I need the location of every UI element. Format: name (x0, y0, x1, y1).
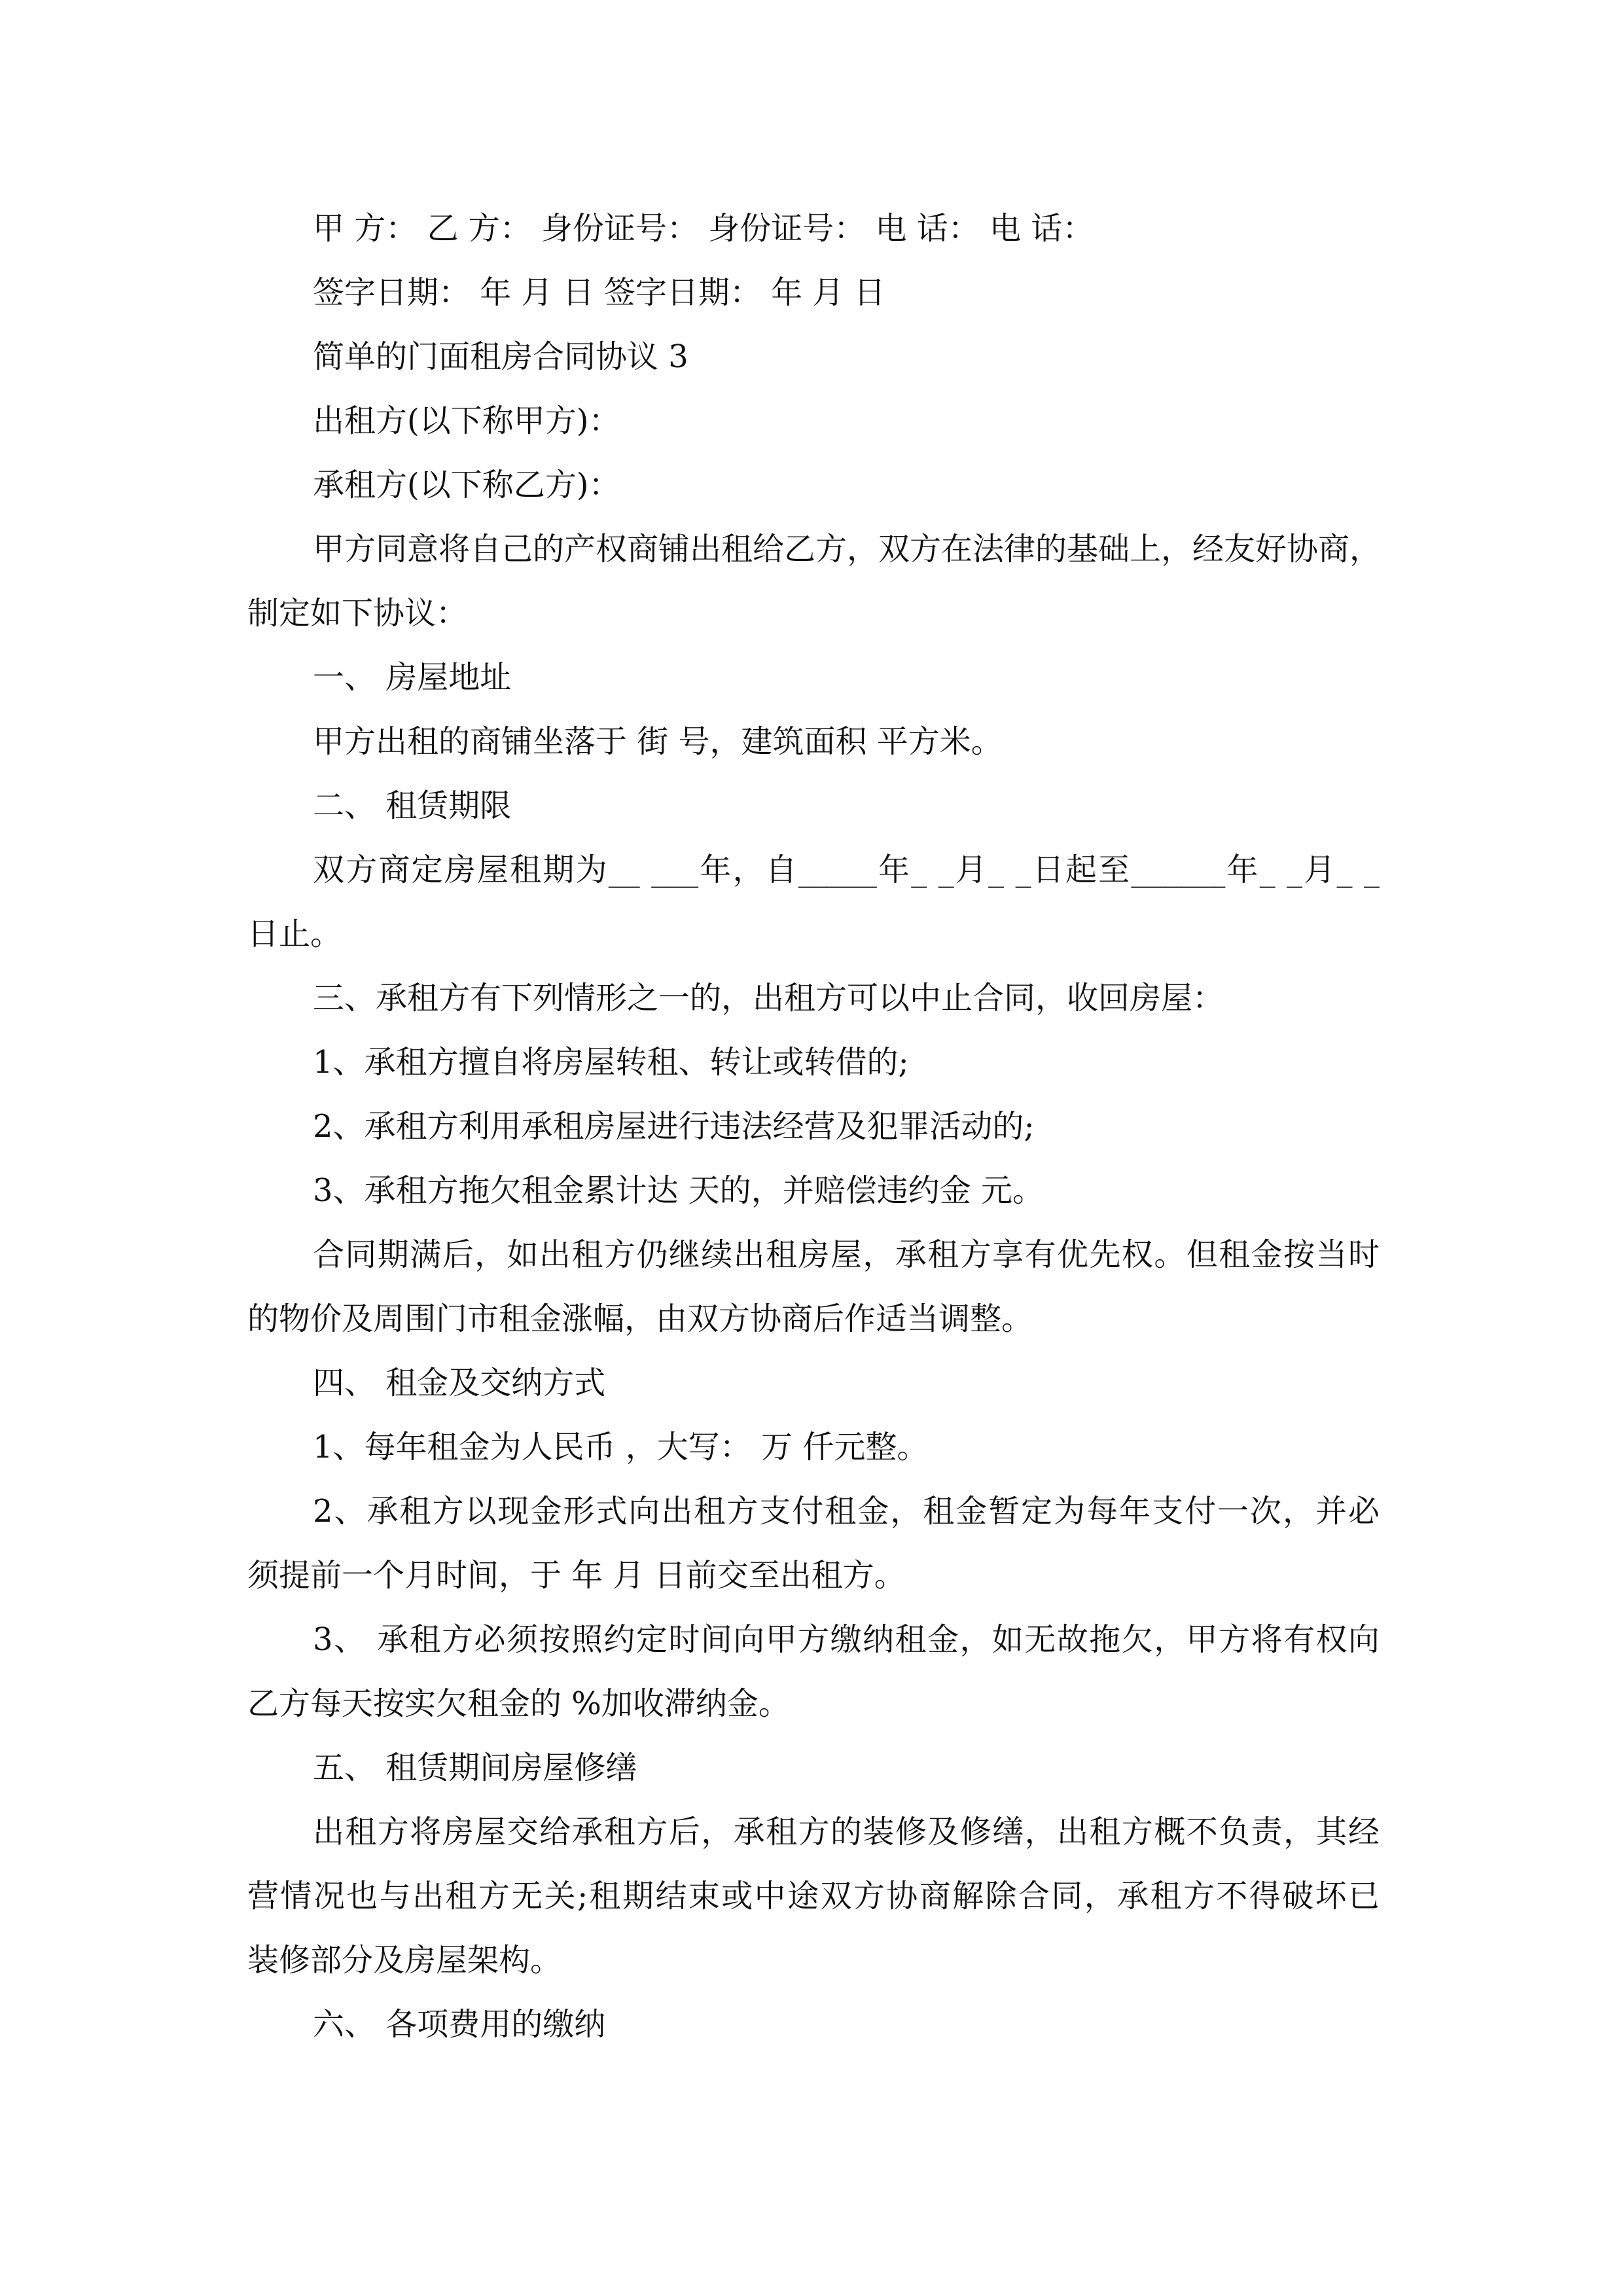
termination-item-1: 1、承租方擅自将房屋转租、转让或转借的; (313, 1044, 909, 1081)
section-heading-3: 三、承租方有下列情形之一的，出租方可以中止合同，收回房屋： (313, 980, 1224, 1016)
term-clause-line-2: 日止。 (247, 916, 342, 952)
signature-date-line: 签字日期： 年 月 日 签字日期： 年 月 日 (313, 274, 885, 311)
rent-item-3-line-2: 乙方每天按实欠租金的 %加收滞纳金。 (247, 1685, 790, 1722)
section-heading-5: 五、 租赁期间房屋修缮 (313, 1749, 637, 1786)
lessee-line: 承租方(以下称乙方)： (313, 467, 620, 503)
rent-item-2-line-1: 2、承租方以现金形式向出租方支付租金，租金暂定为每年支付一次，并必 (313, 1493, 1380, 1530)
intro-paragraph-line-2: 制定如下协议： (247, 595, 468, 632)
repair-paragraph-line-2: 营情况也与出租方无关;租期结束或中途双方协商解除合同，承租方不得破坏已 (247, 1878, 1380, 1914)
renewal-paragraph-line-1: 合同期满后，如出租方仍继续出租房屋，承租方享有优先权。但租金按当时 (313, 1236, 1380, 1273)
rent-item-2-line-2: 须提前一个月时间，于 年 月 日前交至出租方。 (247, 1557, 906, 1594)
term-clause-line-1: 双方商定房屋租期为__ ___年，自_____年_ _月_ _日起至______年_ _月_ _ (313, 852, 1380, 888)
rent-item-1: 1、每年租金为人民币 ，大写： 万 仟元整。 (313, 1429, 929, 1465)
repair-paragraph-line-1: 出租方将房屋交给承租方后，承租方的装修及修缮，出租方概不负责，其经 (313, 1814, 1380, 1850)
repair-paragraph-line-3: 装修部分及房屋架构。 (247, 1942, 562, 1979)
document-body (247, 196, 1380, 2056)
section-heading-4: 四、 租金及交纳方式 (313, 1365, 606, 1401)
termination-item-3: 3、承租方拖欠租金累计达 天的，并赔偿违约金 元。 (313, 1172, 1044, 1209)
section-heading-1: 一、 房屋地址 (313, 659, 512, 696)
contract-title: 简单的门面租房合同协议 3 (313, 338, 688, 375)
section-heading-2: 二、 租赁期限 (313, 787, 512, 824)
termination-item-2: 2、承租方利用承租房屋进行违法经营及犯罪活动的; (313, 1108, 1035, 1145)
lessor-line: 出租方(以下称甲方)： (313, 403, 620, 439)
rent-item-3-line-1: 3、 承租方必须按照约定时间向甲方缴纳租金，如无故拖欠，甲方将有权向 (313, 1621, 1380, 1658)
signature-parties-line: 甲 方： 乙 方： 身份证号： 身份证号： 电 话： 电 话： (313, 210, 1094, 247)
intro-paragraph-line-1: 甲方同意将自己的产权商铺出租给乙方，双方在法律的基础上，经友好协商， (313, 531, 1382, 567)
address-clause: 甲方出租的商铺坐落于 街 号，建筑面积 平方米。 (313, 723, 1003, 760)
section-heading-6: 六、 各项费用的缴纳 (313, 2006, 606, 2043)
renewal-paragraph-line-2: 的物价及周围门市租金涨幅，由双方协商后作适当调整。 (247, 1300, 1033, 1337)
